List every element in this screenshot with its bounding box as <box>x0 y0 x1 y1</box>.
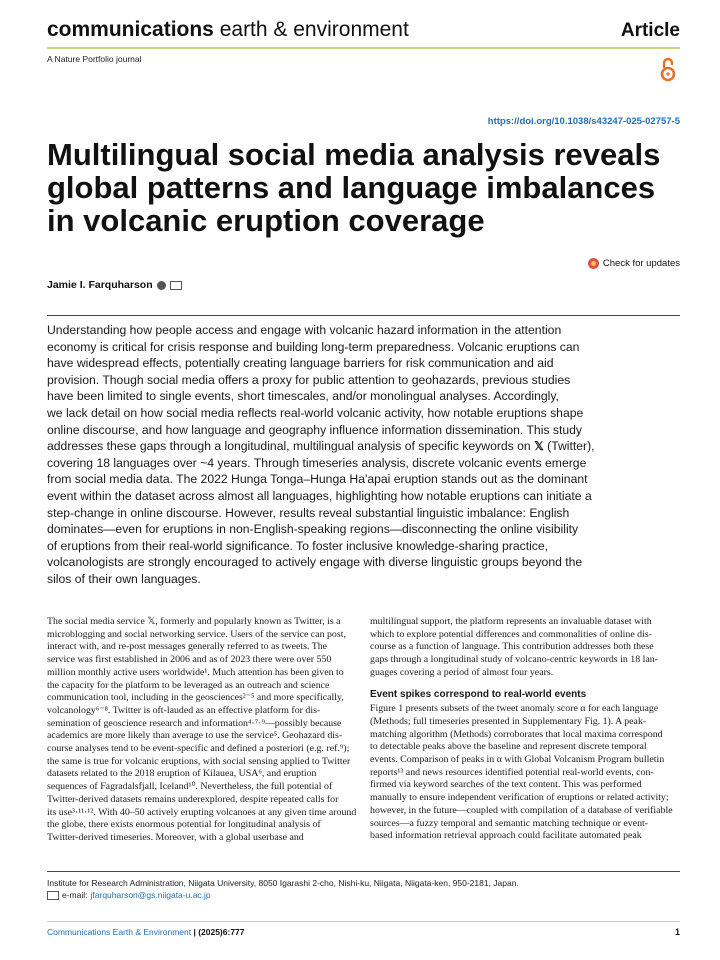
abstract-line: from social media data. The 2022 Hunga Tonga–Hunga Ha'apai eruption stands out as the dominant <box>47 472 588 487</box>
orcid-icon[interactable] <box>157 281 166 290</box>
abstract-line: online discourse, and how language and geography influence information dissemination. This study <box>47 422 583 437</box>
abstract-line: dominates—even for eruptions in non-English-speaking regions—disconnecting the online visibility <box>47 522 579 537</box>
section-heading: Event spikes correspond to real-world events <box>370 688 587 700</box>
check-for-updates-label: Check for updates <box>602 258 680 269</box>
check-for-updates-button[interactable] <box>588 258 680 269</box>
author-line <box>47 279 182 291</box>
body-line: Twitter-derived timeseries. Moreover, with a global userbase and <box>47 831 304 843</box>
footer-journal[interactable]: Communications Earth & Environment <box>47 927 192 937</box>
body-column-right <box>370 616 682 843</box>
body-line: Twitter-derived datasets remains underexplored, despite repeated calls for <box>47 793 339 805</box>
doi-link[interactable]: https://doi.org/10.1038/s43247-025-02757-5 <box>487 116 680 127</box>
body-line: its use³·¹¹·¹². With 40–50 actively erupting volcanoes at any given time around <box>47 806 357 818</box>
body-line: sources—a fuzzy temporal and semantic matching technique or event- <box>370 817 649 829</box>
body-line: sequences of Fagradalsfjall, Iceland¹⁰. Nevertheless, the full potential of <box>47 781 333 793</box>
body-column-left <box>47 616 359 845</box>
abstract-rule <box>47 315 680 316</box>
abstract-line: event within the dataset across almost all languages, highlighting how notable eruptions can initiate a <box>47 488 592 503</box>
body-line: microblogging and social networking service. Users of the service can post, <box>47 628 346 640</box>
body-line: The social media service 𝕏, formerly and popularly known as Twitter, is a <box>47 616 341 627</box>
body-line: (Methods; full timeseries presented in Supplementary Fig. 1). A peak- <box>370 715 647 727</box>
abstract-line: we lack detail on how social media reflects real-world volcanic activity, how notable eruptions shape <box>47 405 584 420</box>
body-line: based information retrieval approach could facilitate automated peak <box>370 830 642 842</box>
body-line: firmed via keyword searches of the text content. This was performed <box>370 779 642 791</box>
journal-name <box>47 18 409 42</box>
body-line: volcanology⁶⁻⁸. Twitter is oft-lauded as an effective platform for dis- <box>47 704 321 716</box>
body-line: course analyses tend to be event-specific and defined a posteriori (e.g. ref.⁹); <box>47 743 350 755</box>
article-type-label: Article <box>620 20 680 41</box>
footnote-rule <box>47 871 680 872</box>
footnote <box>47 877 519 901</box>
body-line: the same is true for volcanic eruptions, with social sensing applied to Twitter <box>47 755 351 767</box>
abstract-line: of eruptions from their real-world significance. To foster inclusive knowledge-sharing practice, <box>47 538 549 553</box>
abstract-line <box>47 438 687 455</box>
article-title <box>47 138 687 237</box>
abstract-line: covering 18 languages over ~4 years. Through timeseries analysis, discrete volcanic events emerge <box>47 455 587 470</box>
body-line: matching algorithm (Methods) corroborates that local maxima correspond <box>370 728 663 740</box>
email-line <box>47 889 519 901</box>
body-line: which to explore potential differences and commonalities of online dis- <box>370 628 652 640</box>
abstract-line: economy is critical for crisis response and building long-term preparedness. Volcanic eruptions can <box>47 339 580 354</box>
body-line: service was first established in 2006 and as of 2023 there were over 550 <box>47 654 332 666</box>
body-line: gaps through a longitudinal study of volcano-centric keywords in 18 lan- <box>370 654 658 666</box>
journal-name-bold: communications <box>47 18 214 41</box>
body-line: events. Comparison of peaks in α with Global Volcanism Program bulletin <box>370 754 665 766</box>
abstract <box>47 322 687 588</box>
abstract-line: volcanologists are strongly encouraged to actively engage with diverse linguistic groups beyond the <box>47 555 583 570</box>
body-line: manually to ensure independent verification of eruptions or related activity; <box>370 792 669 804</box>
body-line: million monthly active users worldwide¹. Much attention has been given to <box>47 666 344 678</box>
email-link[interactable]: jfarquharson@gs.niigata-u.ac.jp <box>90 890 211 900</box>
header-rule <box>47 47 680 49</box>
body-line: datasets related to the 2018 eruption of Kilauea, USA⁶, and eruption <box>47 768 317 780</box>
x-logo-icon: 𝕏 <box>534 439 544 454</box>
abstract-line: have been limited to single events, short timescales, and/or monolingual analyses. Accordingly, <box>47 389 559 404</box>
body-line: reports¹³ and news resources identified potential real-world events, con- <box>370 766 654 778</box>
body-line: guages covering a period of almost four years. <box>370 666 554 678</box>
body-line: semination of geoscience research and information⁴·⁷·⁹—possibly because <box>47 717 342 729</box>
email-label: e-mail: <box>62 890 88 900</box>
body-line: the globe, there exists enormous potential for longitudinal analysis of <box>47 819 321 831</box>
journal-name-rest: earth & environment <box>213 18 409 41</box>
title-line: in volcanic eruption coverage <box>47 203 485 238</box>
page-number: 1 <box>674 927 680 937</box>
envelope-icon[interactable] <box>170 281 182 290</box>
title-line: Multilingual social media analysis reveals <box>47 137 661 172</box>
body-line: however, in the future—coupled with compilation of a database of verifiable <box>370 804 673 816</box>
abstract-line-text: addresses these gaps through a longitudinal, multilingual analysis of specific keywords on <box>47 439 531 454</box>
portfolio-label: A Nature Portfolio journal <box>47 54 142 64</box>
body-line: Figure 1 presents subsets of the tweet anomaly score α for each language <box>370 703 659 715</box>
body-line: academics are more likely than average to use the service⁵. Geohazard dis- <box>47 730 343 742</box>
abstract-line: step-change in online discourse. However, results reveal substantial linguistic imbalance: English <box>47 505 570 520</box>
open-access-icon <box>660 56 676 83</box>
body-line: interact with, and re-post messages generally referred to as tweets. The <box>47 641 328 653</box>
envelope-icon <box>47 891 59 900</box>
affiliation: Institute for Research Administration, Niigata University, 8050 Igarashi 2-cho, Nishi-ku, Niigata, Niigata-ken, 950-2181, Japan. <box>47 878 519 888</box>
title-line: global patterns and language imbalances <box>47 170 656 205</box>
abstract-line: Understanding how people access and engage with volcanic hazard information in the attention <box>47 323 562 337</box>
abstract-line: have widespread effects, potentially creating language barriers for risk communication and aid <box>47 356 554 371</box>
abstract-line: silos of their own languages. <box>47 571 201 586</box>
abstract-line: provision. Though social media offers a proxy for public attention to geohazards, previous studies <box>47 372 571 387</box>
body-line: communication tool, including in the geosciences²⁻⁵ and more specifically, <box>47 692 344 704</box>
footer-citation <box>47 927 245 937</box>
footer-issue: | (2025)6:777 <box>191 927 245 937</box>
footer-rule <box>47 921 680 922</box>
body-line: multilingual support, the platform represents an invaluable dataset with <box>370 616 652 627</box>
abstract-line-suffix: (Twitter), <box>543 439 595 454</box>
body-line: course as a function of language. This contribution addresses both these <box>370 641 654 653</box>
body-line: to detectable peaks above the baseline and represent discrete temporal <box>370 741 647 753</box>
crossmark-icon <box>588 258 599 269</box>
body-line: the capacity for the platform to be leveraged as an outreach and science <box>47 679 330 691</box>
author-name[interactable]: Jamie I. Farquharson <box>47 279 153 291</box>
